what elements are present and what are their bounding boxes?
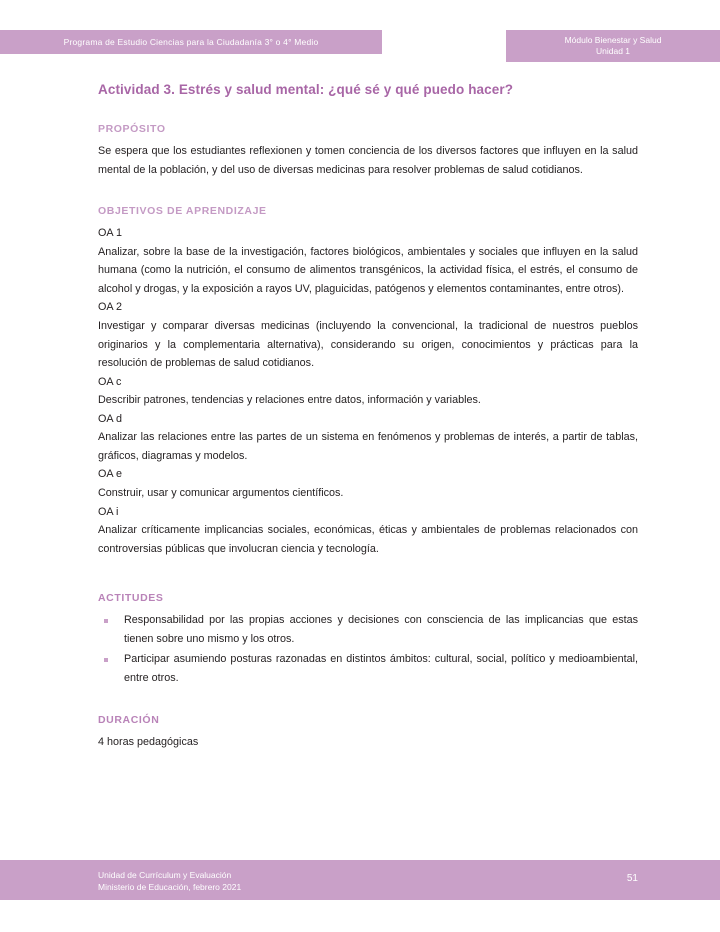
page-number: 51 [626, 873, 638, 884]
section-label-proposito: PROPÓSITO [98, 123, 166, 135]
proposito-text: Se espera que los estudiantes reflexionen y tomen conciencia de los diversos factores que influyen en la salud mental de la población, y del uso de diversas medicinas para resolver problemas de salud cotidianos. [98, 145, 638, 176]
section-label-objetivos: OBJETIVOS DE APRENDIZAJE [98, 205, 267, 218]
oa-code: OA i [98, 505, 119, 518]
header-band-module [506, 30, 720, 62]
oa-text: Describir patrones, tendencias y relaciones entre datos, información y variables. [98, 394, 481, 407]
oa-text: Construir, usar y comunicar argumentos científicos. [98, 487, 344, 499]
list-item: Participar asumiendo posturas razonadas en distintos ámbitos: cultural, social, político y medioambiental, entre otros. [98, 650, 638, 687]
footer-line-1: Unidad de Currículum y Evaluación [98, 870, 232, 880]
header-module-text: Módulo Bienestar y Salud [564, 35, 662, 46]
footer-credits [98, 869, 241, 894]
section-label-duracion: DURACIÓN [98, 713, 160, 726]
section-duracion [98, 714, 638, 752]
oa-text: Investigar y comparar diversas medicinas (incluyendo la convencional, la tradicional de nuestros pueblos originarios y la complementaria alternativa), considerando su origen, conocimientos y prácticas para la resolución de problemas de salud cotidianos. [98, 319, 638, 370]
list-item: Responsabilidad por las propias acciones y decisiones con consciencia de las implicancias que estas tienen sobre uno mismo y los otros. [98, 611, 638, 648]
section-objetivos [98, 205, 638, 558]
header-program-text: Programa de Estudio Ciencias para la Ciudadanía 3° o 4° Medio [63, 37, 319, 47]
actitudes-list [98, 611, 638, 687]
document-content [98, 82, 638, 777]
section-proposito [98, 123, 638, 179]
header-band-program [0, 30, 382, 54]
section-label-actitudes: ACTITUDES [98, 592, 164, 605]
section-actitudes [98, 592, 638, 687]
footer-line-2: Ministerio de Educación, febrero 2021 [98, 882, 242, 893]
oa-text: Analizar críticamente implicancias sociales, económicas, éticas y ambientales de problemas relacionados con controversias públicas que involucran ciencia y tecnología. [98, 524, 638, 555]
oa-text: Analizar, sobre la base de la investigación, factores biológicos, ambientales y sociales que influyen en la salud humana (como la nutrición, el consumo de alimentos transgénicos, la actividad física, el estrés, el consumo de alcohol y drogas, y la exposición a rayos UV, plaguicidas, patógenos y elementos contaminantes, entre otros). [98, 245, 638, 295]
oa-code: OA e [98, 468, 123, 481]
header-unit-text: Unidad 1 [595, 46, 631, 56]
oa-text: Analizar las relaciones entre las partes de un sistema en fenómenos y problemas de interés, a partir de tablas, gráficos, diagramas y modelos. [98, 431, 638, 462]
oa-code: OA d [98, 412, 123, 425]
oa-code: OA 2 [98, 301, 123, 314]
duracion-text: 4 horas pedagógicas [98, 735, 199, 748]
page-title: Actividad 3. Estrés y salud mental: ¿qué sé y qué puedo hacer? [98, 82, 514, 97]
footer-band [0, 860, 720, 900]
oa-code: OA c [98, 375, 122, 388]
oa-code: OA 1 [98, 227, 123, 240]
